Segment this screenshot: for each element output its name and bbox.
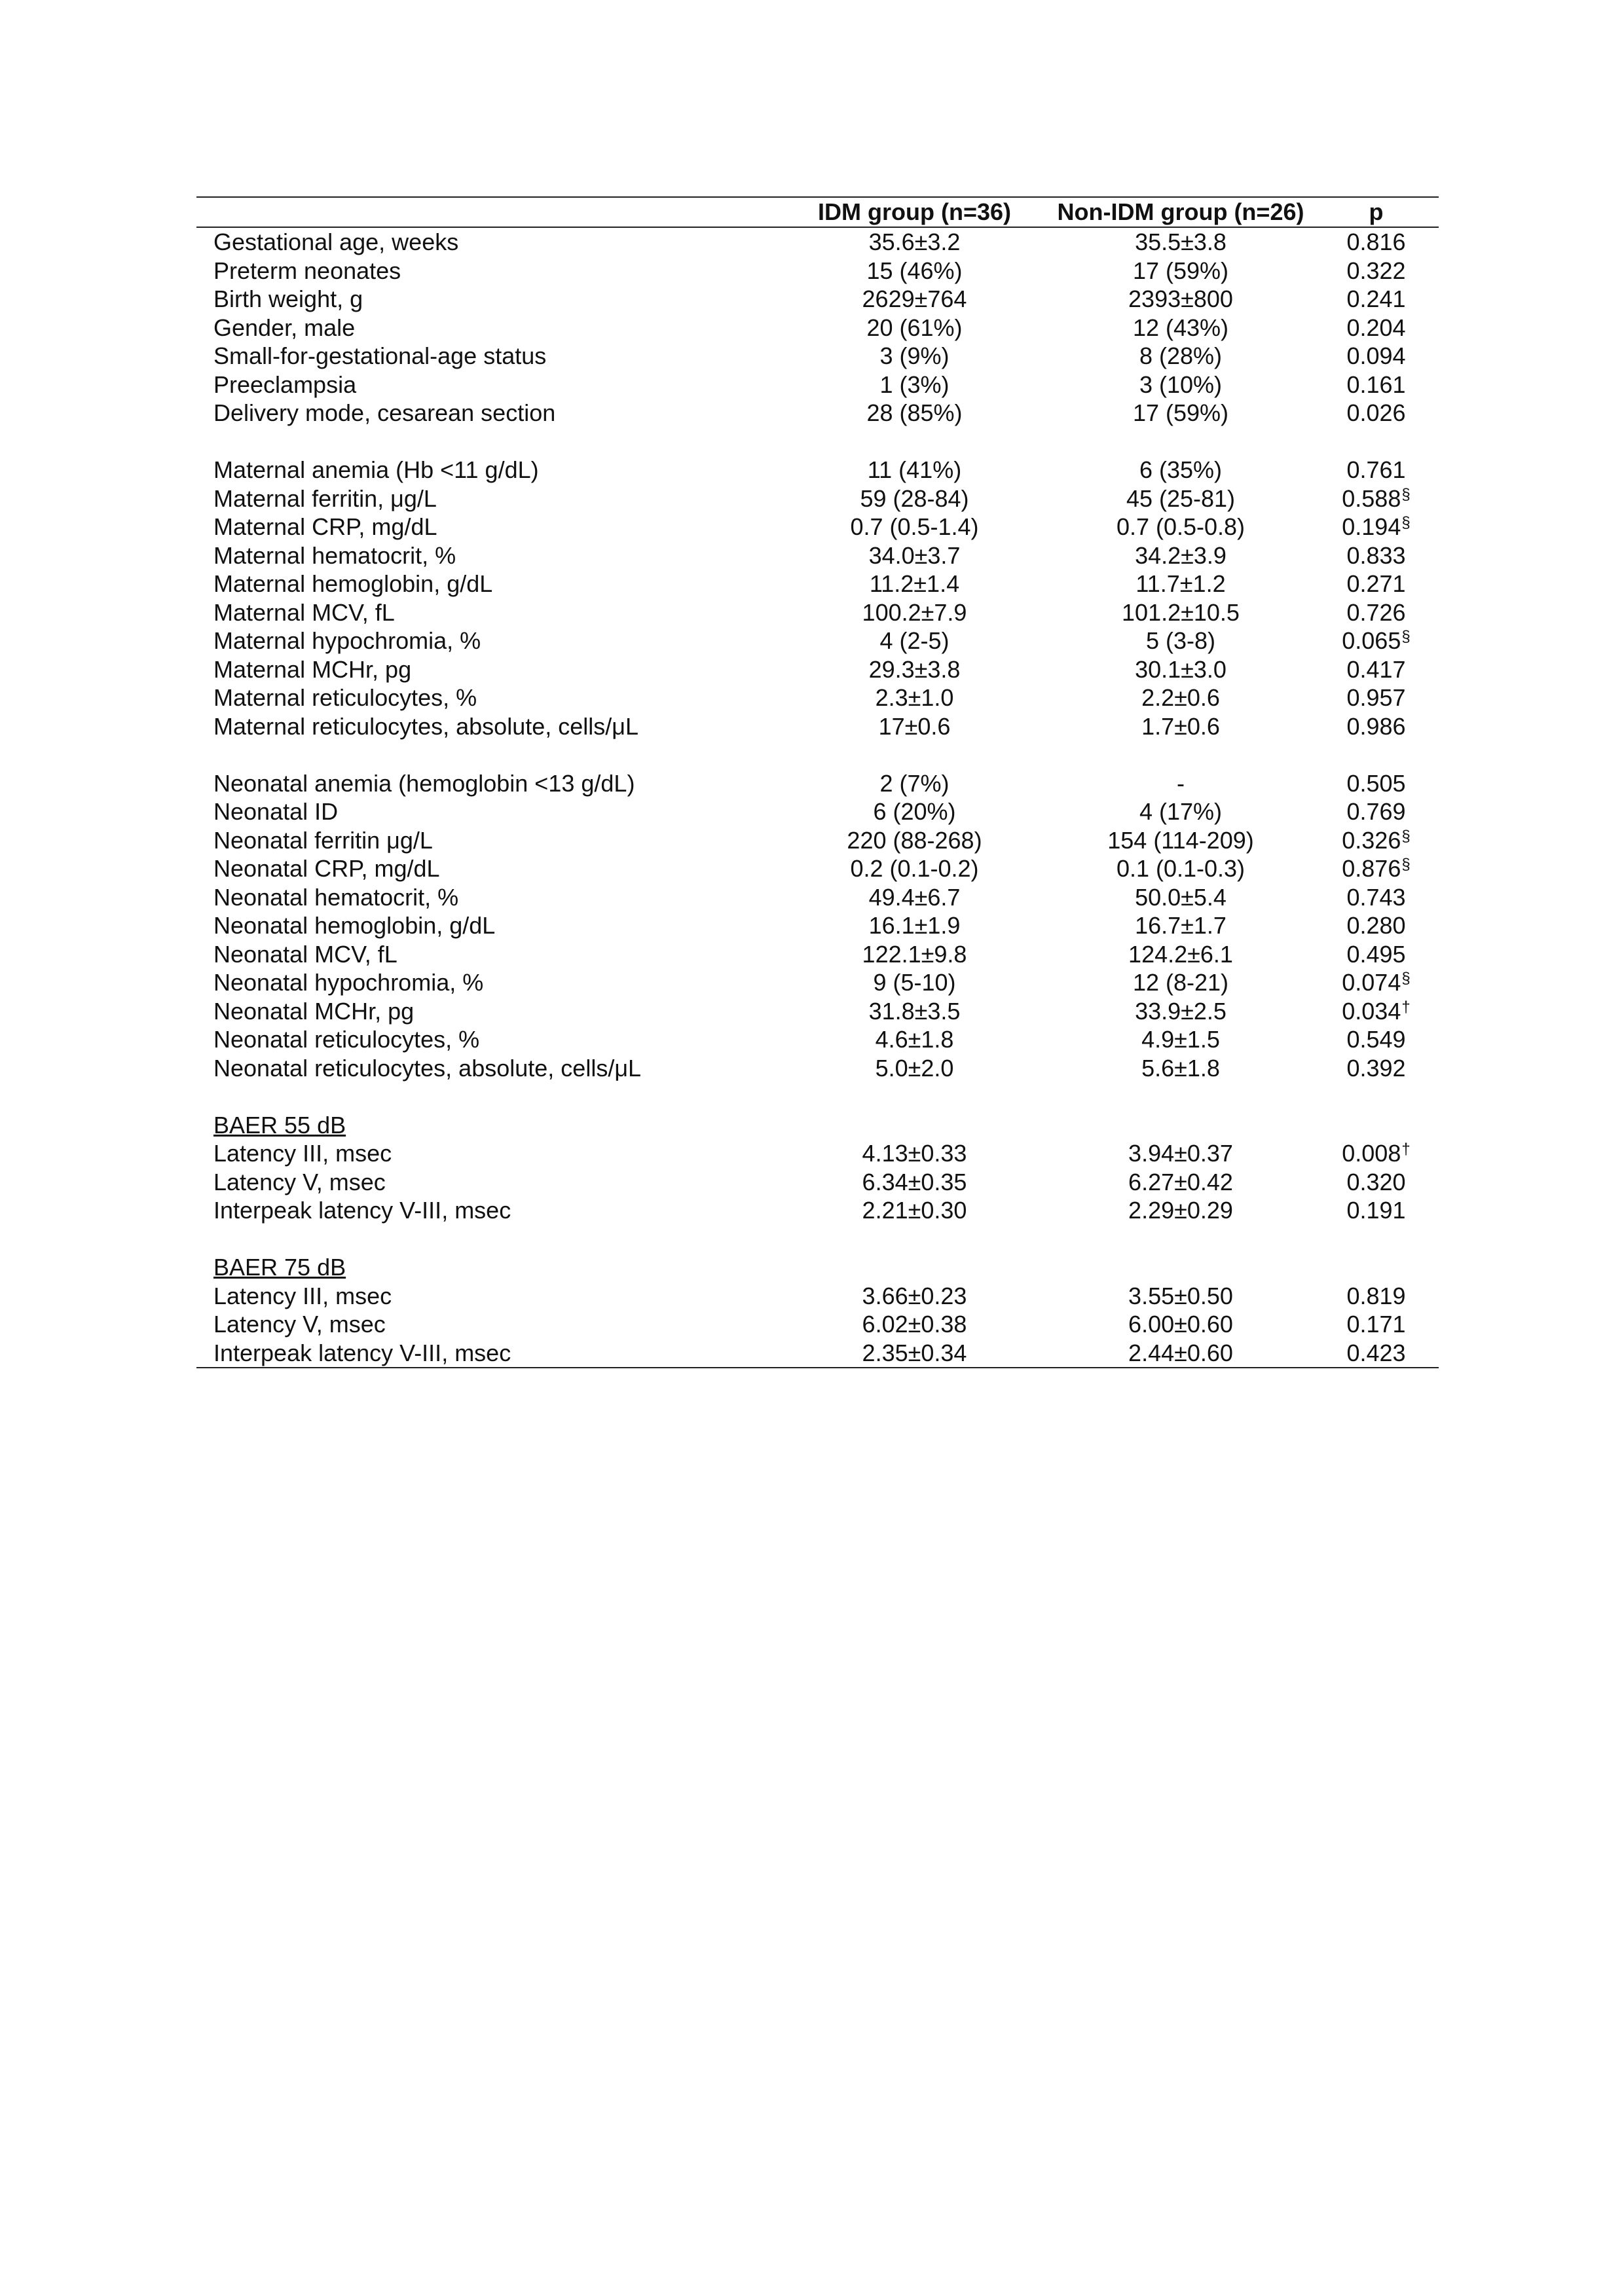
p-value-cell [1314,1054,1439,1083]
spacer-cell [1048,740,1314,769]
non-idm-value: 3.55±0.50 [1128,1282,1233,1309]
spacer-cell [781,428,1048,456]
non-idm-value: 17 (59%) [1132,399,1229,426]
empty-cell [781,1111,1048,1140]
table-row [196,1054,1439,1083]
p-value: 0.034 [1342,997,1401,1025]
p-value-cell [1314,627,1439,655]
p-value-cell [1314,968,1439,997]
p-value: 0.819 [1346,1282,1406,1309]
row-label: Latency V, msec [213,1311,386,1338]
idm-value: 15 (46%) [866,257,963,284]
header-non-idm-group: Non-IDM group (n=26) [1057,198,1304,225]
p-value: 0.320 [1346,1168,1406,1195]
spacer-cell [1048,428,1314,456]
idm-value: 6.34±0.35 [862,1168,967,1195]
p-value: 0.876 [1342,855,1401,882]
idm-value: 100.2±7.9 [862,598,967,626]
non-idm-value: 0.7 (0.5-0.8) [1116,513,1246,540]
idm-value: 1 (3%) [879,371,950,398]
idm-value: 17±0.6 [878,712,951,740]
p-value-cell [1314,456,1439,484]
row-label: Neonatal ferritin μg/L [213,826,433,854]
p-value: 0.194 [1342,513,1401,540]
row-label: Neonatal MCV, fL [213,940,397,968]
non-idm-value: 5.6±1.8 [1141,1054,1220,1082]
p-value-footnote-mark: § [1401,514,1411,532]
idm-value: 2 (7%) [879,769,950,797]
idm-value: 35.6±3.2 [868,228,961,255]
spacer-cell [1048,1082,1314,1111]
non-idm-value: 2.29±0.29 [1128,1197,1233,1224]
non-idm-value: 5 (3-8) [1145,627,1216,654]
row-label: Maternal ferritin, μg/L [213,484,437,512]
table-row [196,627,1439,655]
table-row [196,541,1439,570]
p-value: 0.392 [1346,1054,1406,1082]
non-idm-value: 6 (35%) [1139,456,1223,483]
p-value-footnote-mark: § [1401,856,1411,873]
non-idm-value: 50.0±5.4 [1135,883,1227,911]
p-value: 0.769 [1346,798,1406,825]
p-value-cell [1314,854,1439,883]
table-row [196,570,1439,598]
row-label: Interpeak latency V-III, msec [213,1197,511,1224]
row-label: Maternal MCHr, pg [213,655,412,683]
non-idm-value: 2393±800 [1128,285,1233,312]
p-value-cell [1314,257,1439,285]
idm-value: 2.35±0.34 [781,1339,1048,1368]
section-heading-row [196,1111,1439,1140]
p-value-cell [1314,1025,1439,1054]
non-idm-value: 6.00±0.60 [1128,1311,1233,1338]
p-value: 0.008 [1342,1140,1401,1167]
idm-value: 6 (20%) [873,798,956,825]
p-value: 0.026 [1346,399,1406,426]
idm-value: 11.2±1.4 [869,570,960,597]
table-row [196,883,1439,912]
idm-value: 3 (9%) [879,342,950,369]
p-value: 0.280 [1346,912,1406,939]
p-value-cell [1314,1282,1439,1311]
p-value: 0.094 [1346,342,1406,369]
non-idm-value: 1.7±0.6 [1141,712,1220,740]
non-idm-value: 3 (10%) [1139,371,1223,398]
header-label-column [196,197,781,227]
non-idm-value: 12 (43%) [1132,314,1229,341]
p-value: 0.761 [1346,456,1406,483]
empty-cell [781,1253,1048,1282]
row-label: Latency III, msec [213,1282,392,1309]
idm-value: 3.66±0.23 [862,1282,967,1309]
p-value-footnote-mark: † [1401,998,1411,1016]
table-header [196,197,1439,227]
table-row [196,1168,1439,1197]
p-value: 0.986 [1346,712,1406,740]
non-idm-value: 101.2±10.5 [1122,598,1240,626]
row-label: Maternal CRP, mg/dL [213,513,437,540]
row-label: Small-for-gestational-age status [213,342,547,369]
non-idm-value: 35.5±3.8 [1135,228,1227,255]
table-row [196,940,1439,969]
p-value-cell [1314,911,1439,940]
p-value: 0.161 [1346,371,1406,398]
p-value-cell [1314,997,1439,1026]
p-value-cell [1314,1339,1439,1368]
comparison-table-container [196,196,1439,1368]
non-idm-value: 12 (8-21) [1132,969,1229,996]
p-value: 0.271 [1346,570,1406,597]
header-row [196,197,1439,227]
non-idm-value: 0.1 (0.1-0.3) [1116,855,1246,882]
row-label: Neonatal hypochromia, % [213,969,484,996]
spacer-cell [1314,1082,1439,1111]
row-label: Delivery mode, cesarean section [213,399,556,426]
row-label: Neonatal ID [213,798,339,825]
p-value: 0.423 [1346,1339,1406,1366]
table-row [196,598,1439,627]
spacer-cell [781,1225,1048,1254]
p-value-cell [1314,598,1439,627]
p-value: 0.204 [1346,314,1406,341]
row-label: Interpeak latency V-III, msec [196,1339,781,1368]
idm-value: 29.3±3.8 [868,655,961,683]
p-value-cell [1314,371,1439,399]
empty-cell [1314,1111,1439,1140]
non-idm-value: 11.7±1.2 [1135,570,1226,597]
row-label: Neonatal hemoglobin, g/dL [213,912,496,939]
row-label: Maternal hypochromia, % [213,627,481,654]
idm-value: 16.1±1.9 [868,912,961,939]
p-value-cell [1314,541,1439,570]
row-label: Maternal reticulocytes, % [213,684,477,711]
idm-value: 2.3±1.0 [875,684,954,711]
idm-value: 5.0±2.0 [875,1054,954,1082]
idm-value: 4.13±0.33 [862,1140,967,1167]
non-idm-value: 30.1±3.0 [1135,655,1227,683]
p-value-cell [1314,513,1439,541]
table-row [196,968,1439,997]
empty-cell [1048,1111,1314,1140]
table-row [196,1025,1439,1054]
idm-value: 0.2 (0.1-0.2) [850,855,979,882]
row-label: Latency V, msec [213,1168,386,1195]
idm-value: 0.7 (0.5-1.4) [850,513,979,540]
table-row [196,797,1439,826]
idm-value: 28 (85%) [866,399,963,426]
empty-cell [1048,1253,1314,1282]
p-value-cell [1314,826,1439,855]
table-row [196,371,1439,399]
row-label: Neonatal hematocrit, % [213,883,459,911]
spacer-row [196,740,1439,769]
table-row [196,1196,1439,1225]
idm-value: 2629±764 [862,285,967,312]
p-value: 0.065 [1342,627,1401,654]
non-idm-value: 45 (25-81) [1126,484,1236,512]
spacer-row [196,1082,1439,1111]
spacer-cell [1314,428,1439,456]
section-heading: BAER 55 dB [213,1111,346,1139]
idm-value: 2.21±0.30 [862,1197,967,1224]
p-value: 0.171 [1346,1311,1406,1338]
non-idm-value: 16.7±1.7 [1135,912,1227,939]
non-idm-value: 154 (114-209) [1107,826,1254,854]
table-row [196,683,1439,712]
row-label: Gender, male [213,314,356,341]
p-value: 0.833 [1346,541,1406,569]
row-label: Maternal MCV, fL [213,598,395,626]
comparison-table [196,196,1439,1368]
spacer-cell [196,740,781,769]
row-label: Maternal anemia (Hb <11 g/dL) [213,456,539,483]
idm-value: 122.1±9.8 [862,940,967,968]
p-value-cell [1314,683,1439,712]
idm-value: 4 (2-5) [879,627,950,654]
spacer-cell [1048,1225,1314,1254]
non-idm-value: 6.27±0.42 [1128,1168,1233,1195]
idm-value: 6.02±0.38 [862,1311,967,1338]
idm-value: 31.8±3.5 [868,997,961,1025]
spacer-cell [1314,1225,1439,1254]
row-label: Gestational age, weeks [213,228,459,255]
p-value: 0.505 [1346,769,1406,797]
table-row [196,399,1439,428]
p-value-cell [1314,399,1439,428]
table-row [196,456,1439,484]
section-heading-row [196,1253,1439,1282]
spacer-cell [196,428,781,456]
idm-value: 4.6±1.8 [875,1026,954,1053]
table-row [196,1310,1439,1339]
p-value-cell [1314,1196,1439,1225]
spacer-cell [781,740,1048,769]
non-idm-value: 124.2±6.1 [1128,940,1233,968]
idm-value: 9 (5-10) [873,969,956,996]
empty-cell [1314,1253,1439,1282]
p-value-cell [1314,285,1439,314]
p-value: 0.588 [1342,484,1401,512]
idm-value: 220 (88-268) [847,826,982,854]
table-row [196,285,1439,314]
p-value-cell [1314,769,1439,798]
spacer-cell [781,1082,1048,1111]
p-value: 0.743 [1346,883,1406,911]
p-value: 0.074 [1342,969,1401,996]
p-value: 0.957 [1346,684,1406,711]
table-row [196,314,1439,342]
header-idm-group: IDM group (n=36) [818,198,1011,225]
table-row [196,769,1439,798]
row-label: Latency III, msec [213,1140,392,1167]
p-value-cell [1314,940,1439,969]
p-value-cell [1314,314,1439,342]
p-value: 0.191 [1346,1197,1406,1224]
row-label: Birth weight, g [213,285,363,312]
row-label: Maternal hematocrit, % [213,541,456,569]
non-idm-value: 4.9±1.5 [1141,1026,1220,1053]
spacer-cell [196,1225,781,1254]
header-p-value: p [1369,198,1384,225]
non-idm-value: 34.2±3.9 [1135,541,1227,569]
p-value-footnote-mark: § [1401,628,1411,646]
row-label: Maternal reticulocytes, absolute, cells/μL [213,712,639,740]
p-value-footnote-mark: § [1401,827,1411,845]
spacer-row [196,428,1439,456]
p-value: 0.326 [1342,826,1401,854]
table-row [196,257,1439,285]
row-label: Maternal hemoglobin, g/dL [213,570,493,597]
p-value-cell [1314,883,1439,912]
spacer-cell [196,1082,781,1111]
p-value-cell [1314,712,1439,741]
non-idm-value: 4 (17%) [1139,798,1223,825]
table-row [196,854,1439,883]
idm-value: 34.0±3.7 [868,541,961,569]
p-value-footnote-mark: § [1401,485,1411,503]
table-row [196,1282,1439,1311]
p-value: 0.241 [1346,285,1406,312]
table-row [196,513,1439,541]
table-row [196,1339,1439,1368]
table-row [196,712,1439,741]
row-label: Preterm neonates [213,257,401,284]
non-idm-value: 2.44±0.60 [1048,1339,1314,1368]
row-label: Neonatal CRP, mg/dL [213,855,440,882]
p-value-cell [1314,1310,1439,1339]
p-value: 0.549 [1346,1026,1406,1053]
p-value-cell [1314,1139,1439,1168]
table-row [196,1139,1439,1168]
table-row [196,826,1439,855]
spacer-row [196,1225,1439,1254]
idm-value: 11 (41%) [867,456,962,483]
idm-value: 49.4±6.7 [868,883,961,911]
p-value: 0.816 [1346,228,1406,255]
p-value-footnote-mark: † [1401,1140,1411,1158]
table-row [196,997,1439,1026]
non-idm-value: 17 (59%) [1132,257,1229,284]
table-row [196,342,1439,371]
non-idm-value: 33.9±2.5 [1135,997,1227,1025]
non-idm-value: 3.94±0.37 [1128,1140,1233,1167]
table-row [196,911,1439,940]
p-value: 0.322 [1346,257,1406,284]
row-label: Neonatal MCHr, pg [213,997,415,1025]
p-value-cell [1314,797,1439,826]
p-value-cell [1314,655,1439,684]
p-value-cell [1314,484,1439,513]
spacer-cell [1314,740,1439,769]
idm-value: 20 (61%) [866,314,963,341]
p-value-cell [1314,570,1439,598]
p-value-footnote-mark: § [1401,970,1411,987]
non-idm-value: 8 (28%) [1139,342,1223,369]
table-row [196,655,1439,684]
p-value-cell [1314,1168,1439,1197]
p-value: 0.417 [1346,655,1406,683]
p-value-cell [1314,227,1439,257]
row-label: Neonatal anemia (hemoglobin <13 g/dL) [213,769,635,797]
p-value-cell [1314,342,1439,371]
idm-value: 59 (28-84) [860,484,969,512]
p-value: 0.495 [1346,940,1406,968]
table-row [196,484,1439,513]
row-label: Neonatal reticulocytes, absolute, cells/μL [213,1054,642,1082]
non-idm-value: 2.2±0.6 [1141,684,1220,711]
p-value: 0.726 [1346,598,1406,626]
row-label: Neonatal reticulocytes, % [213,1026,480,1053]
section-heading: BAER 75 dB [213,1254,346,1281]
table-row [196,227,1439,257]
non-idm-value: - [1177,769,1185,797]
table-body [196,227,1439,1368]
row-label: Preeclampsia [213,371,357,398]
